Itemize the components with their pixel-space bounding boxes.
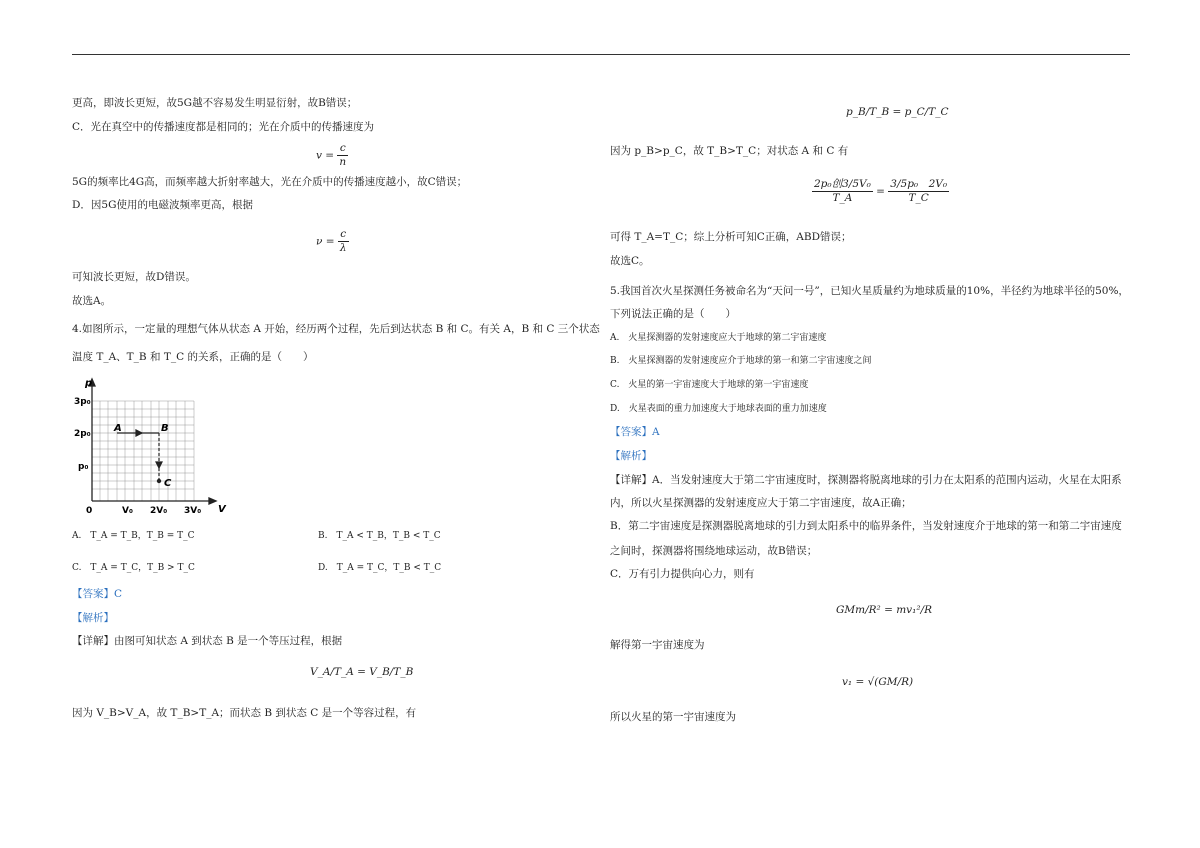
y-tick-3p0: 3p₀ [74,397,91,407]
equation-state-a-c: $\frac{\text{2p₀创3/5V₀}}{T\_A}$ = $\frac{\text{3/5p₀ 2V₀}}{T\_C}$ [814,178,948,204]
text-line: D．因5G使用的电磁波频率更高，根据 [72,199,253,211]
equation-gravity: GMm/R² = mv₁²/R [836,604,932,616]
y-tick-2p0: 2p₀ [74,429,91,439]
equation-pb-tb: p_B/T_B = p_C/T_C [846,106,949,118]
option-c: C. 火星的第一宇宙速度大于地球的第一宇宙速度 [610,380,809,390]
axis-label-p: p [85,378,93,389]
option-b: B. T_A < T_B，T_B < T_C [318,531,441,541]
text-line: 内，所以火星探测器的发射速度应大于第二宇宙速度，故A正确； [610,497,912,509]
text-line: 之间时，探测器将围绕地球运动，故B错误； [610,545,818,557]
text-line: 故选A。 [72,295,112,307]
option-d: D. T_A = T_C，T_B < T_C [318,563,442,573]
text-line: C．光在真空中的传播速度都是相同的；光在介质中的传播速度为 [72,121,375,133]
y-tick-p0: p₀ [78,462,89,472]
x-tick-2v0: 2V₀ [150,506,168,516]
point-label-b: B [161,423,169,434]
text-line: 5G的频率比4G高，而频率越大折射率越大，光在介质中的传播速度越小，故C错误； [72,176,468,188]
pv-graph [72,376,232,516]
option-b: B. 火星探测器的发射速度应介于地球的第一和第二宇宙速度之间 [610,356,872,366]
text-line: 【详解】由图可知状态 A 到状态 B 是一个等压过程，根据 [72,635,343,647]
option-a: A. 火星探测器的发射速度应大于地球的第二宇宙速度 [610,333,827,343]
text-line: 因为 p_B>p_C，故 T_B>T_C；对状态 A 和 C 有 [610,145,849,157]
graph-process [117,430,162,483]
text-line: 可知波长更短，故D错误。 [72,271,196,283]
header-rule [72,54,1130,55]
text-line: 所以火星的第一宇宙速度为 [610,711,736,723]
equation-v-c-n: v = $\frac{c}{n}$ [316,142,347,168]
question-4-line1: 4.如图所示，一定量的理想气体从状态 A 开始，经历两个过程，先后到达状态 B 和 C。有关 A，B 和 C 三个状态 [72,323,600,335]
text-line: 【详解】A．当发射速度大于第二宇宙速度时，探测器将脱离地球的引力在太阳系的范围内运动，火星在太阳系 [610,474,1122,486]
question-4-line2: 温度 T_A、T_B 和 T_C 的关系，正确的是（ ） [72,351,314,363]
option-c: C. T_A = T_C，T_B > T_C [72,563,195,573]
analysis-label: 【解析】 [72,612,114,624]
equation-v1: v₁ = √(GM/R) [842,676,914,688]
answer-label: 【答案】C [72,588,123,600]
question-5-line2: 下列说法正确的是（ ） [610,308,736,320]
equation-va-ta: V_A/T_A = V_B/T_B [310,666,414,678]
text-line: 故选C。 [610,255,650,267]
point-label-c: C [164,478,172,489]
text-line: 可得 T_A=T_C；综上分析可知C正确，ABD错误； [610,231,852,243]
text-line: 因为 V_B>V_A，故 T_B>T_A；而状态 B 到状态 C 是一个等容过程，有 [72,707,417,719]
text-line: 更高，即波长更短，故5G越不容易发生明显衍射，故B错误； [72,97,358,109]
text-line: B．第二宇宙速度是探测器脱离地球的引力到太阳系中的临界条件，当发射速度介于地球的第一和第二宇宙速度 [610,520,1122,532]
option-d: D. 火星表面的重力加速度大于地球表面的重力加速度 [610,404,827,414]
text-line: C．万有引力提供向心力，则有 [610,568,755,580]
x-tick-0: 0 [86,506,93,516]
option-a: A. T_A = T_B，T_B = T_C [72,531,195,541]
graph-grid [92,401,194,501]
axis-label-v: V [218,504,226,515]
answer-label: 【答案】A [610,426,660,438]
analysis-label: 【解析】 [610,450,652,462]
text-line: 解得第一宇宙速度为 [610,639,705,651]
equation-nu-c-lambda: ν = $\frac{c}{\lambda}$ [316,228,347,254]
x-tick-3v0: 3V₀ [184,506,202,516]
x-tick-v0: V₀ [122,506,133,516]
question-5-line1: 5.我国首次火星探测任务被命名为“天问一号”，已知火星质量约为地球质量的10%，半径约为地球半径的50%， [610,285,1129,297]
point-label-a: A [114,423,122,434]
